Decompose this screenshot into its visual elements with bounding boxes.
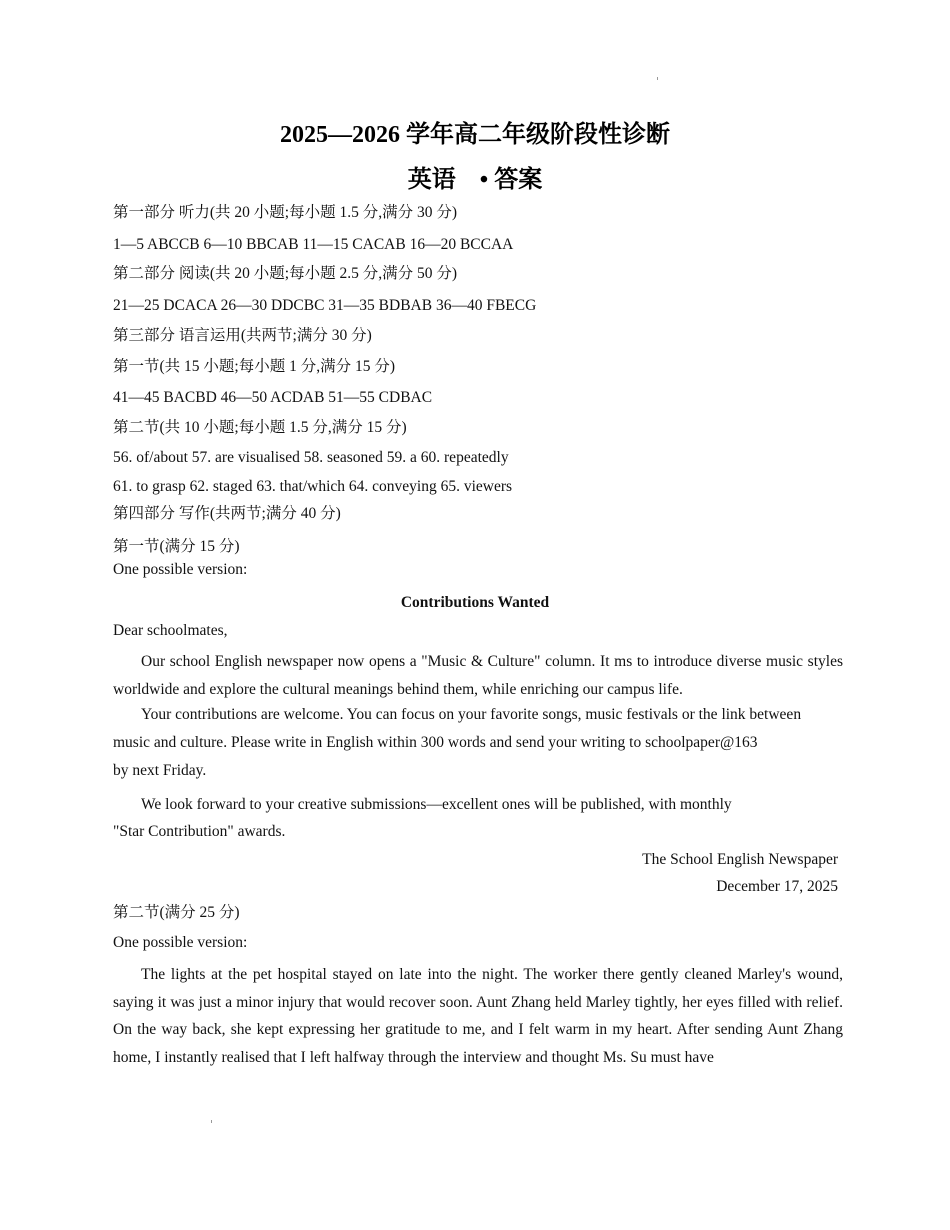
page-title: 2025—2026 学年高二年级阶段性诊断 — [280, 122, 670, 148]
letter-paragraph-2-line-1: Your contributions are welcome. You can focus on your favorite songs, music festivals or the link between — [141, 706, 802, 723]
letter-title: Contributions Wanted — [400, 594, 550, 611]
story-paragraph: The lights at the pet hospital stayed on late into the night. The worker there gently cleaned Marley's wound, saying it was just a minor injury that would recover soon. Aunt Zhang held Marley tightly, her eyes filled with relief. On the way back, she kept expressing her gratitude to me, and I felt warm in my heart. After sending Aunt Zhang home, I instantly realised that I left halfway through the interview and thought Ms. Su must have — [113, 966, 843, 1066]
part1-answers: 1—5 ABCCB 6—10 BBCAB 11—15 CACAB 16—20 BCCAA — [113, 236, 514, 253]
part2-answers: 21—25 DCACA 26—30 DDCBC 31—35 BDBAB 36—40 FBECG — [113, 297, 537, 314]
part3-section2-answers-line2: 61. to grasp 62. staged 63. that/which 64. conveying 65. viewers — [113, 478, 513, 495]
letter-paragraph-1: Our school English newspaper now opens a "Music & Culture" column. It ms to introduce diverse music styles worldwide and explore the cultural meanings behind them, while enriching our campus life. — [113, 653, 843, 698]
part3-heading: 第三部分 语言运用(共两节;满分 30 分) — [113, 327, 372, 344]
letter-paragraph-2-line-3: by next Friday. — [113, 762, 207, 779]
part3-section2-answers-line1: 56. of/about 57. are visualised 58. seasoned 59. a 60. repeatedly — [113, 449, 509, 466]
letter-paragraph-3-line-2: "Star Contribution" awards. — [113, 823, 286, 840]
part2-heading: 第二部分 阅读(共 20 小题;每小题 2.5 分,满分 50 分) — [113, 265, 458, 282]
part4-section2-heading: 第二节(满分 25 分) — [113, 904, 240, 921]
part3-section1-answers: 41—45 BACBD 46—50 ACDAB 51—55 CDBAC — [113, 389, 433, 406]
part4-section2-intro: One possible version: — [113, 934, 248, 951]
scan-speck — [211, 1120, 212, 1123]
letter-salutation: Dear schoolmates, — [113, 622, 228, 639]
part1-heading: 第一部分 听力(共 20 小题;每小题 1.5 分,满分 30 分) — [113, 204, 458, 221]
part4-section1-heading: 第一节(满分 15 分) — [113, 538, 240, 555]
page-subtitle: 英语 • 答案 — [407, 167, 543, 193]
letter-signature: The School English Newspaper — [642, 851, 838, 868]
part4-section1-intro: One possible version: — [113, 561, 248, 578]
letter-date: December 17, 2025 — [716, 878, 838, 895]
part3-section1-heading: 第一节(共 15 小题;每小题 1 分,满分 15 分) — [113, 358, 396, 375]
part4-heading: 第四部分 写作(共两节;满分 40 分) — [113, 505, 341, 522]
letter-paragraph-2-line-2: music and culture. Please write in English within 300 words and send your writing to schoolpaper@163 — [113, 734, 758, 751]
part3-section2-heading: 第二节(共 10 小题;每小题 1.5 分,满分 15 分) — [113, 419, 407, 436]
letter-paragraph-3-line-1: We look forward to your creative submissions—excellent ones will be published, with monthly — [141, 796, 732, 813]
scan-speck — [657, 77, 658, 80]
